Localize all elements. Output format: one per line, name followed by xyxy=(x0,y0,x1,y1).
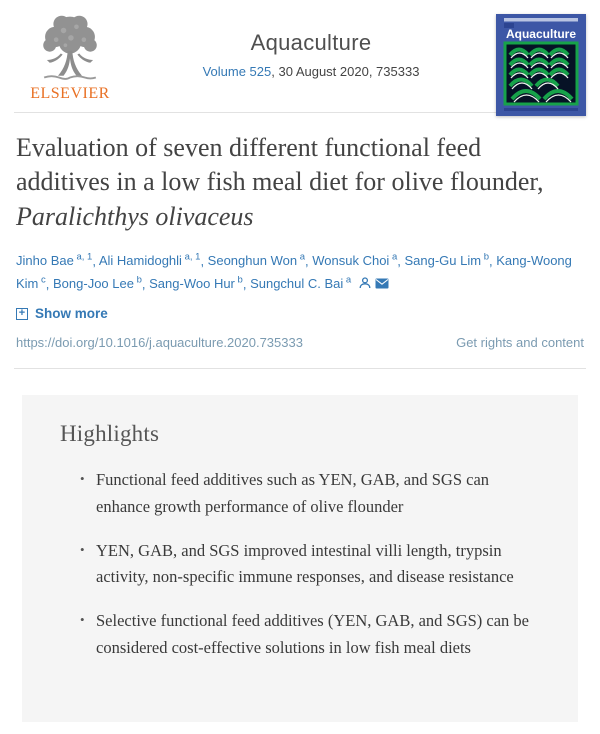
author-link[interactable]: Ali Hamidoghli $^{a, 1}$ xyxy=(98,251,201,269)
author-separator: , xyxy=(45,276,54,292)
elsevier-wordmark: ELSEVIER xyxy=(30,85,110,102)
article-head xyxy=(0,113,600,368)
author-link[interactable]: Sang-Gu Lim $^b$ xyxy=(404,251,490,269)
author-separator: , xyxy=(141,276,150,292)
author-separator: , xyxy=(200,253,208,269)
author-list xyxy=(16,250,584,296)
svg-text:Aquaculture: Aquaculture xyxy=(505,27,577,41)
section-divider xyxy=(14,368,586,369)
author-separator: , xyxy=(92,253,99,269)
doi-row xyxy=(16,335,584,368)
author-link[interactable]: Bong-Joo Lee $^b$ xyxy=(53,275,142,292)
article-title-species: Paralichthys olivaceus xyxy=(16,201,254,231)
highlight-item: • Selective functional feed additives (YEN, GAB, and SGS) can be considered cost-effective solutions in low fish meal diets xyxy=(80,608,540,661)
author-link[interactable]: Sang-Woo Hur $^b$ xyxy=(149,275,243,292)
author-separator: , xyxy=(397,253,405,269)
rights-link[interactable]: Get rights and content xyxy=(456,335,584,351)
doi-link[interactable]: https://doi.org/10.1016/j.aquaculture.2020.735333 xyxy=(16,335,303,351)
author-separator: , xyxy=(242,276,251,292)
highlights-list xyxy=(60,467,540,661)
journal-meta xyxy=(126,12,496,79)
journal-name-link[interactable]: Aquaculture xyxy=(250,30,372,55)
expand-plus-icon: + xyxy=(16,308,28,320)
highlight-item: • YEN, GAB, and SGS improved intestinal villi length, trypsin activity, non-specific immune responses, and disease resistance xyxy=(80,538,540,591)
author-icons xyxy=(355,276,389,291)
article-title-text: Evaluation of seven different functional feed additives in a low fish meal diet for olive flounder, xyxy=(16,133,544,197)
highlights-heading: Highlights xyxy=(60,421,160,447)
article-title xyxy=(16,131,564,234)
author-link[interactable]: Seonghun Won $^a$ xyxy=(207,251,305,269)
issue-line xyxy=(126,64,496,79)
author-link[interactable]: Kang-Woong Kim $^c$ xyxy=(16,253,572,292)
author-link[interactable]: Jinho Bae $^{a, 1}$ xyxy=(16,251,93,269)
show-more-label: Show more xyxy=(35,306,108,322)
show-more-button[interactable] xyxy=(16,306,108,321)
issue-date-info: , 30 August 2020, 735333 xyxy=(271,64,420,79)
journal-cover-thumbnail[interactable] xyxy=(496,14,586,116)
highlight-item: • Functional feed additives such as YEN, GAB, and SGS can enhance growth performance of olive flounder xyxy=(80,467,540,520)
author-profile-icon[interactable] xyxy=(359,277,371,289)
highlights-section xyxy=(22,395,578,722)
elsevier-tree-icon xyxy=(33,12,107,84)
volume-link[interactable]: Volume 525 xyxy=(202,64,272,79)
author-link[interactable]: Wonsuk Choi $^a$ xyxy=(312,251,398,269)
author-separator: , xyxy=(305,253,313,269)
email-envelope-icon[interactable] xyxy=(375,278,389,289)
elsevier-logo[interactable] xyxy=(14,12,126,103)
author-link[interactable]: Sungchul C. Bai $^a$ xyxy=(250,275,352,292)
author-separator: , xyxy=(489,253,497,269)
journal-header xyxy=(0,0,600,112)
